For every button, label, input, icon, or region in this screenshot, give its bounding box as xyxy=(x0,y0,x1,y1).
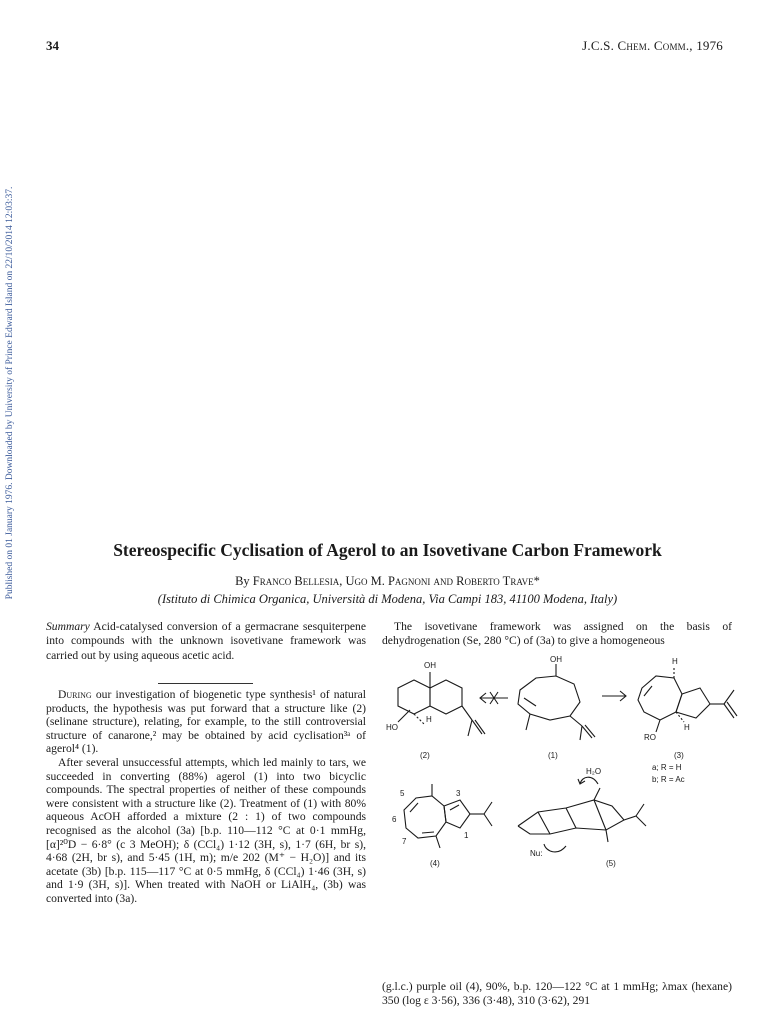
summary-label: Summary xyxy=(46,620,90,633)
structure-2-h-label: H xyxy=(426,715,432,724)
structure-2-selinane xyxy=(398,672,485,736)
ring-number-3: 3 xyxy=(456,789,461,798)
chemical-structures-figure xyxy=(380,650,740,880)
structure-1-oh-label: OH xyxy=(550,655,562,664)
summary-text: Acid-catalysed conversion of a germacrane sesquiterpene into compounds with the unknown isovetivane framework was carried out by using aqueous acetic acid. xyxy=(46,620,367,662)
ring-number-6: 6 xyxy=(392,815,397,824)
structure-3-h-label-bottom: H xyxy=(684,723,690,732)
right-bottom-text: (g.l.c.) purple oil (4), 90%, b.p. 120—122 °C at 1 mmHg; λmax (hexane) 350 (log ε 3·56), 336 (3·48), 310 (3·62), 291 xyxy=(382,980,732,1007)
structure-3-h-label-top: H xyxy=(672,657,678,666)
byline-prefix: By xyxy=(235,574,250,588)
right-column-continuation xyxy=(382,980,732,1007)
structure-3-ro-label: RO xyxy=(644,733,656,742)
paragraph-1-lead: During xyxy=(58,688,92,701)
structure-2-oh-label: OH xyxy=(424,661,436,670)
running-header: J.C.S. Chem. Comm., 1976 xyxy=(582,38,723,53)
authors: Franco Bellesia, Ugo M. Pagnoni and Roberto Trave* xyxy=(252,574,540,588)
article-title: Stereospecific Cyclisation of Agerol to an Isovetivane Carbon Framework xyxy=(113,540,662,560)
structure-4-azulene xyxy=(404,784,492,848)
paragraph-2: After several unsuccessful attempts, which led mainly to tars, we succeeded in converting (88%) agerol (1) into two bicyclic compounds. The spectral properties of neither of these compounds were consistent with a structure like (2). Treatment of (1) with 80% aqueous AcOH afforded a mixture (2 : 1) of two compounds recognised as the alcohol (3a) [b.p. 110—112 °C at 0·1 mmHg, [α]²⁰D − 6·8° (c 3 MeOH); δ (CCl₄) 1·12 (3H, s), 1·7 (6H, br s), 4·68 (2H, br s), and 5·45 (1H, m); m/e 202 (M⁺ − H₂O)] and its acetate (3b) [b.p. 115—117 °C at 0·5 mmHg, δ (CCl₄) 1·46 (3H, s) and 1·9 (3H, s)]. When treated with NaOH or LiAlH₄, (3b) was converted into (3a). xyxy=(46,755,366,905)
affiliation: (Istituto di Chimica Organica, Università di Modena, Via Campi 183, 41100 Modena, Italy) xyxy=(157,592,618,606)
ring-number-5: 5 xyxy=(400,789,405,798)
structure-3-legend-b: b; R = Ac xyxy=(652,775,685,784)
right-intro-text: The isovetivane framework was assigned on the basis of dehydrogenation (Se, 280 °C) of (3a) to give a homogeneous xyxy=(382,620,732,648)
structure-2-number: (2) xyxy=(420,751,430,760)
ring-number-1: 1 xyxy=(464,831,469,840)
summary xyxy=(46,620,366,663)
ring-number-7: 7 xyxy=(402,837,407,846)
structure-4-number: (4) xyxy=(430,859,440,868)
structure-5-transition-state xyxy=(518,777,646,852)
forward-arrow xyxy=(602,691,626,701)
byline xyxy=(0,574,775,589)
summary-divider xyxy=(158,683,253,684)
page-number: 34 xyxy=(46,38,59,53)
structure-1-number: (1) xyxy=(548,751,558,760)
download-notice-text: Published on 01 January 1976. Downloaded by University of Prince Edward Island on 22/10/2014 12:03:37. xyxy=(5,186,15,600)
structure-5-h2o-label: H₂O xyxy=(586,767,602,776)
structure-3-legend-a: a; R = H xyxy=(652,763,682,772)
reverse-blocked-arrow xyxy=(480,692,508,704)
structure-2-ho-label: HO xyxy=(386,723,398,732)
right-column-intro xyxy=(382,620,732,649)
left-column-body xyxy=(46,688,366,906)
structure-3-number: (3) xyxy=(674,751,684,760)
paragraph-1 xyxy=(46,688,366,756)
structure-1-agerol xyxy=(518,664,595,740)
paragraph-1-text: our investigation of biogenetic type synthesis¹ of natural products, the hypothesis was put forward that a structure like (2) (selinane structure), relating, for example, to the still controversial structure of canarone,² may be obtained by acid cyclisation³ᵃ of agerol⁴ (1). xyxy=(46,688,366,756)
structure-5-number: (5) xyxy=(606,859,616,868)
structure-5-nu-label: Nu: xyxy=(530,849,543,858)
